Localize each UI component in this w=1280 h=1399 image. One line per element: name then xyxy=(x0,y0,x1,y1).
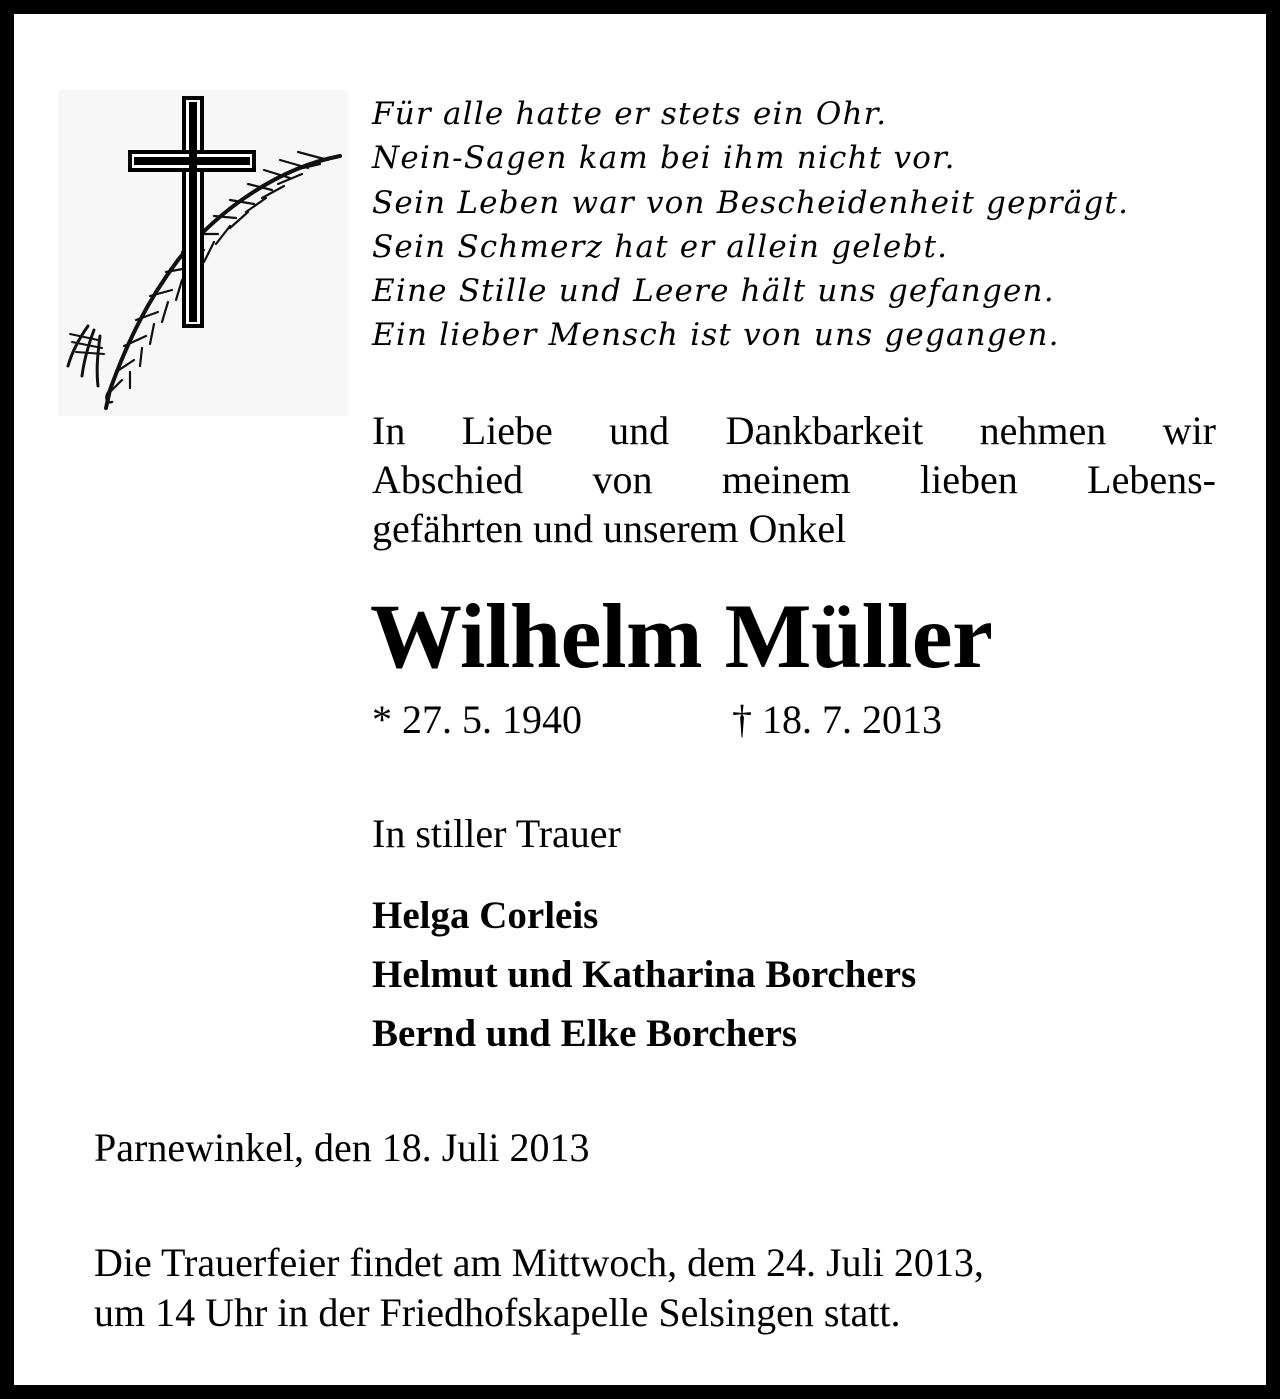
cross-with-palm-branch-icon xyxy=(58,90,348,416)
service-line: Die Trauerfeier findet am Mittwoch, dem 24. Juli 2013, xyxy=(94,1240,984,1285)
mourner-name: Helmut und Katharina Borchers xyxy=(372,953,917,996)
cross xyxy=(130,98,254,326)
funeral-service-info xyxy=(94,1238,984,1338)
poem-line: Sein Leben war von Bescheidenheit geprägt. xyxy=(372,184,1130,221)
intro-line: gefährten und unserem Onkel xyxy=(372,506,847,551)
service-line: um 14 Uhr in der Friedhofskapelle Selsingen statt. xyxy=(94,1290,901,1335)
poem-line: Für alle hatte er stets ein Ohr. xyxy=(372,96,888,132)
death-date: † 18. 7. 2013 xyxy=(732,697,942,742)
life-dates xyxy=(372,696,942,744)
farewell-intro xyxy=(372,406,1216,553)
intro-line: Abschied von meinem lieben Lebens- xyxy=(372,457,1216,502)
intro-line: In Liebe und Dankbarkeit nehmen wir xyxy=(372,408,1216,453)
mourners-list xyxy=(372,886,916,1063)
place-and-date: Parnewinkel, den 18. Juli 2013 xyxy=(94,1125,590,1170)
deceased-name: Wilhelm Müller xyxy=(370,585,993,687)
poem-line: Ein lieber Mensch ist von uns gegangen. xyxy=(372,317,1060,354)
poem-line: Eine Stille und Leere hält uns gefangen. xyxy=(372,273,1055,310)
mourner-name: Bernd und Elke Borchers xyxy=(372,1012,798,1055)
poem-line: Nein-Sagen kam bei ihm nicht vor. xyxy=(372,140,956,177)
mourner-name: Helga Corleis xyxy=(372,894,599,937)
memorial-poem xyxy=(372,92,1252,358)
birth-date: * 27. 5. 1940 xyxy=(372,697,582,742)
mourning-line: In stiller Trauer xyxy=(372,811,621,856)
poem-line: Sein Schmerz hat er allein gelebt. xyxy=(372,228,949,265)
